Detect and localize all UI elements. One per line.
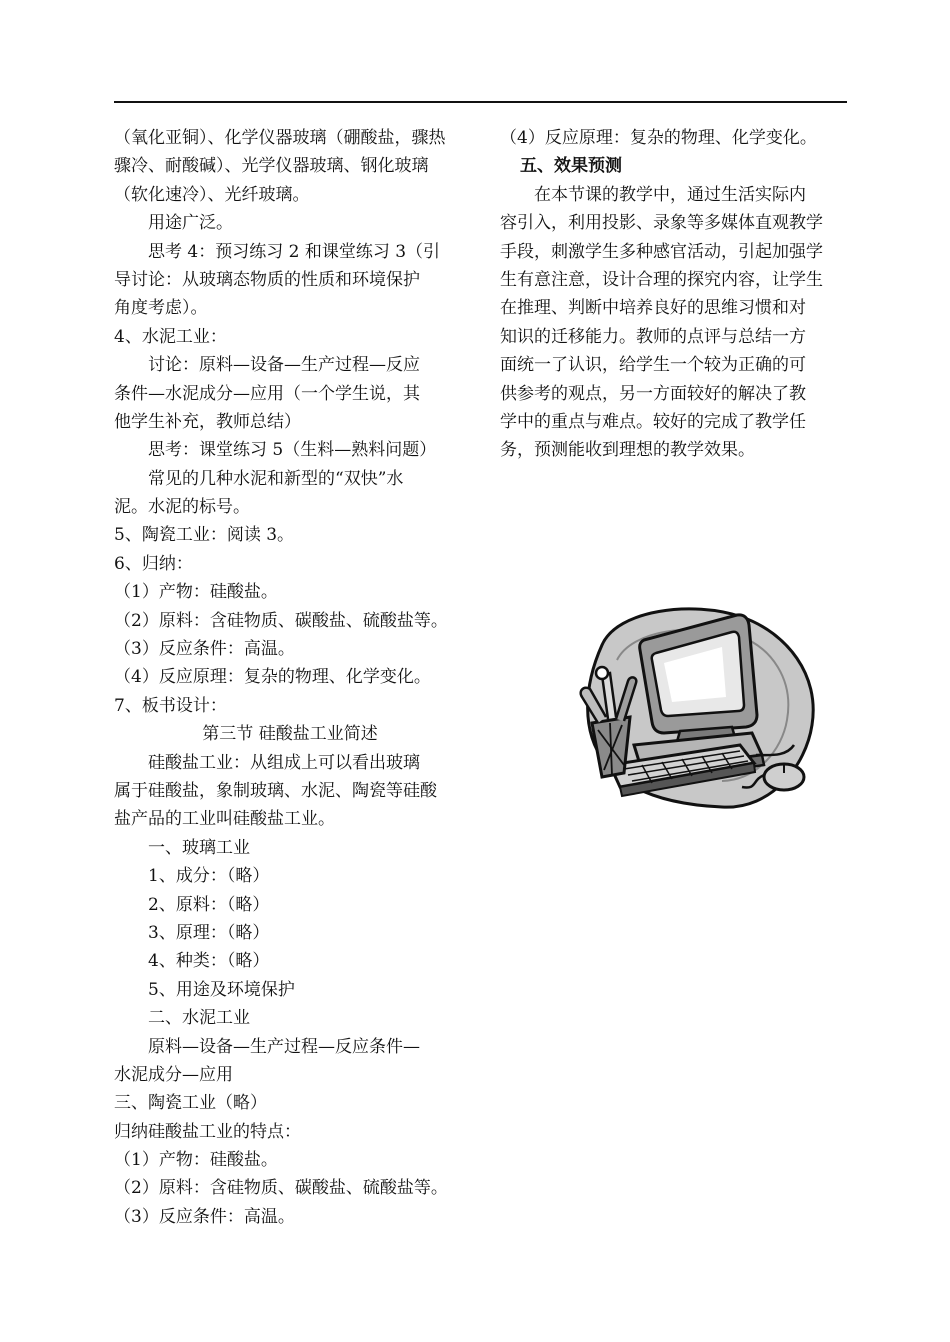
- outline-item: 2、原料：（略）: [148, 894, 270, 915]
- section-heading: 6、归纳：: [114, 553, 193, 574]
- text-line: 硅酸盐工业：从组成上可以看出玻璃: [148, 752, 420, 773]
- outline-item: 4、种类：（略）: [148, 951, 270, 972]
- text-line: 归纳硅酸盐工业的特点：: [114, 1121, 301, 1142]
- board-title: 第三节 硅酸盐工业简述: [202, 724, 378, 745]
- text-line: 用途广泛。: [148, 213, 233, 234]
- list-item: （3）反应条件：高温。: [114, 1206, 295, 1227]
- text-line: 供参考的观点，另一方面较好的解决了教: [500, 383, 806, 404]
- text-line: （软化速冷）、光纤玻璃。: [114, 184, 310, 205]
- header-rule: [114, 101, 847, 103]
- list-item: （4）反应原理：复杂的物理、化学变化。: [500, 128, 817, 148]
- text-line: 骤冷、耐酸碱）、光学仪器玻璃、钢化玻璃: [114, 156, 429, 177]
- list-item: （2）原料：含硅物质、碳酸盐、硫酸盐等。: [114, 610, 448, 631]
- text-line: 生有意注意，设计合理的探究内容，让学生: [500, 269, 823, 290]
- list-item: （1）产物：硅酸盐。: [114, 582, 278, 603]
- text-line: 在推理、判断中培养良好的思维习惯和对: [500, 298, 806, 319]
- section-heading: 7、板书设计：: [114, 695, 227, 716]
- outline-heading: 一、玻璃工业: [148, 837, 250, 858]
- text-line: 讨论：原料—设备—生产过程—反应: [148, 355, 420, 376]
- text-line: 学中的重点与难点。较好的完成了教学任: [500, 411, 806, 432]
- text-line: 常见的几种水泥和新型的“双快”水: [148, 468, 404, 489]
- text-line: （氧化亚铜）、化学仪器玻璃（硼酸盐，骤热: [114, 128, 446, 148]
- section-heading: 5、陶瓷工业：阅读 3。: [114, 525, 295, 546]
- outline-item: 3、原理：（略）: [148, 922, 270, 943]
- outline-heading: 二、水泥工业: [148, 1008, 250, 1029]
- section-heading: 五、效果预测: [520, 156, 622, 177]
- text-line: 在本节课的教学中，通过生活实际内: [534, 184, 806, 205]
- text-line: 原料—设备—生产过程—反应条件—: [148, 1036, 420, 1057]
- right-column: [500, 124, 850, 465]
- computer-clipart-icon: [572, 605, 817, 815]
- left-column: [114, 124, 466, 1231]
- list-item: （4）反应原理：复杂的物理、化学变化。: [114, 667, 431, 688]
- text-line: 容引入，利用投影、录象等多媒体直观教学: [500, 213, 823, 234]
- text-line: 导讨论：从玻璃态物质的性质和环境保护: [114, 269, 420, 290]
- outline-item: 5、用途及环境保护: [148, 979, 295, 1000]
- text-line: 条件—水泥成分—应用（一个学生说，其: [114, 383, 420, 404]
- text-line: 知识的迁移能力。教师的点评与总结一方: [500, 326, 806, 347]
- text-line: 手段，刺激学生多种感官活动，引起加强学: [500, 241, 823, 262]
- text-line: 面统一了认识，给学生一个较为正确的可: [500, 355, 806, 376]
- list-item: （1）产物：硅酸盐。: [114, 1150, 278, 1171]
- section-heading: 4、水泥工业：: [114, 326, 227, 347]
- text-line: 盐产品的工业叫硅酸盐工业。: [114, 809, 335, 830]
- text-line: 务，预测能收到理想的教学效果。: [500, 440, 755, 461]
- text-line: 水泥成分—应用: [114, 1064, 233, 1085]
- text-line: 思考：课堂练习 5（生料—熟料问题）: [148, 440, 437, 461]
- text-line: 属于硅酸盐，象制玻璃、水泥、陶瓷等硅酸: [114, 780, 437, 801]
- outline-item: 1、成分：（略）: [148, 866, 270, 887]
- text-line: 角度考虑）。: [114, 298, 208, 319]
- text-line: 他学生补充，教师总结）: [114, 411, 301, 432]
- outline-heading: 三、陶瓷工业（略）: [114, 1093, 267, 1114]
- list-item: （2）原料：含硅物质、碳酸盐、硫酸盐等。: [114, 1178, 448, 1199]
- list-item: （3）反应条件：高温。: [114, 639, 295, 660]
- text-line: 泥。水泥的标号。: [114, 497, 250, 518]
- text-line: 思考 4：预习练习 2 和课堂练习 3（引: [148, 241, 441, 262]
